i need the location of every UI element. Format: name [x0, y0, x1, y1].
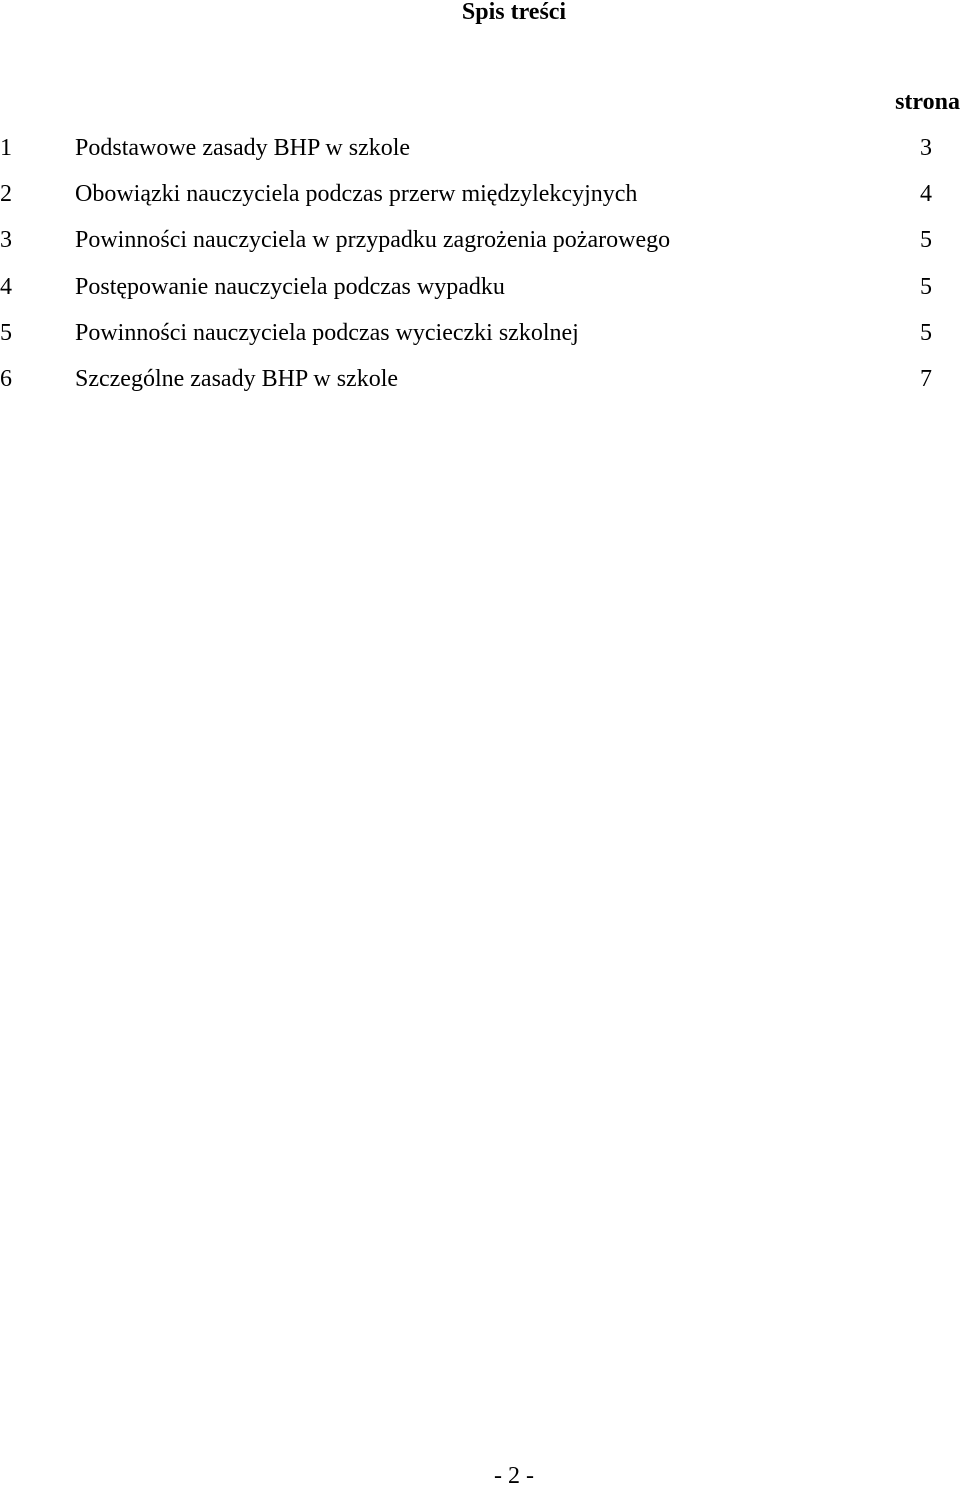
- toc-entry-title: Powinności nauczyciela podczas wycieczki szkolnej: [75, 319, 579, 346]
- toc-entry-page: 3: [920, 135, 932, 161]
- toc-entry-number: 6: [0, 365, 12, 392]
- toc-entry-page: 5: [920, 319, 932, 346]
- toc-entry-title: Szczególne zasady BHP w szkole: [75, 365, 399, 392]
- toc-title: Spis treści: [461, 0, 567, 25]
- toc-entry: [0, 363, 960, 409]
- toc-entry: [0, 178, 960, 224]
- page-column-header: strona: [895, 89, 960, 115]
- toc-entry: [0, 132, 960, 178]
- toc-entry: [0, 317, 960, 363]
- toc-list: [0, 132, 960, 409]
- toc-entry-title: Postępowanie nauczyciela podczas wypadku: [75, 273, 505, 300]
- toc-entry: [0, 271, 960, 317]
- toc-entry-page: 5: [920, 273, 932, 300]
- toc-entry-title: Obowiązki nauczyciela podczas przerw międzylekcyjnych: [75, 181, 638, 208]
- toc-entry-number: 3: [0, 227, 12, 254]
- toc-entry-number: 4: [0, 273, 12, 300]
- toc-entry-number: 1: [0, 135, 12, 161]
- toc-entry-title: Powinności nauczyciela w przypadku zagrożenia pożarowego: [75, 227, 671, 254]
- toc-entry: [0, 224, 960, 270]
- toc-entry-page: 4: [920, 181, 932, 208]
- page-number-footer: - 2 -: [494, 1463, 534, 1489]
- toc-entry-page: 7: [920, 365, 932, 392]
- toc-entry-page: 5: [920, 227, 932, 254]
- toc-entry-number: 5: [0, 319, 12, 346]
- toc-entry-number: 2: [0, 181, 12, 208]
- toc-entry-title: Podstawowe zasady BHP w szkole: [75, 135, 411, 161]
